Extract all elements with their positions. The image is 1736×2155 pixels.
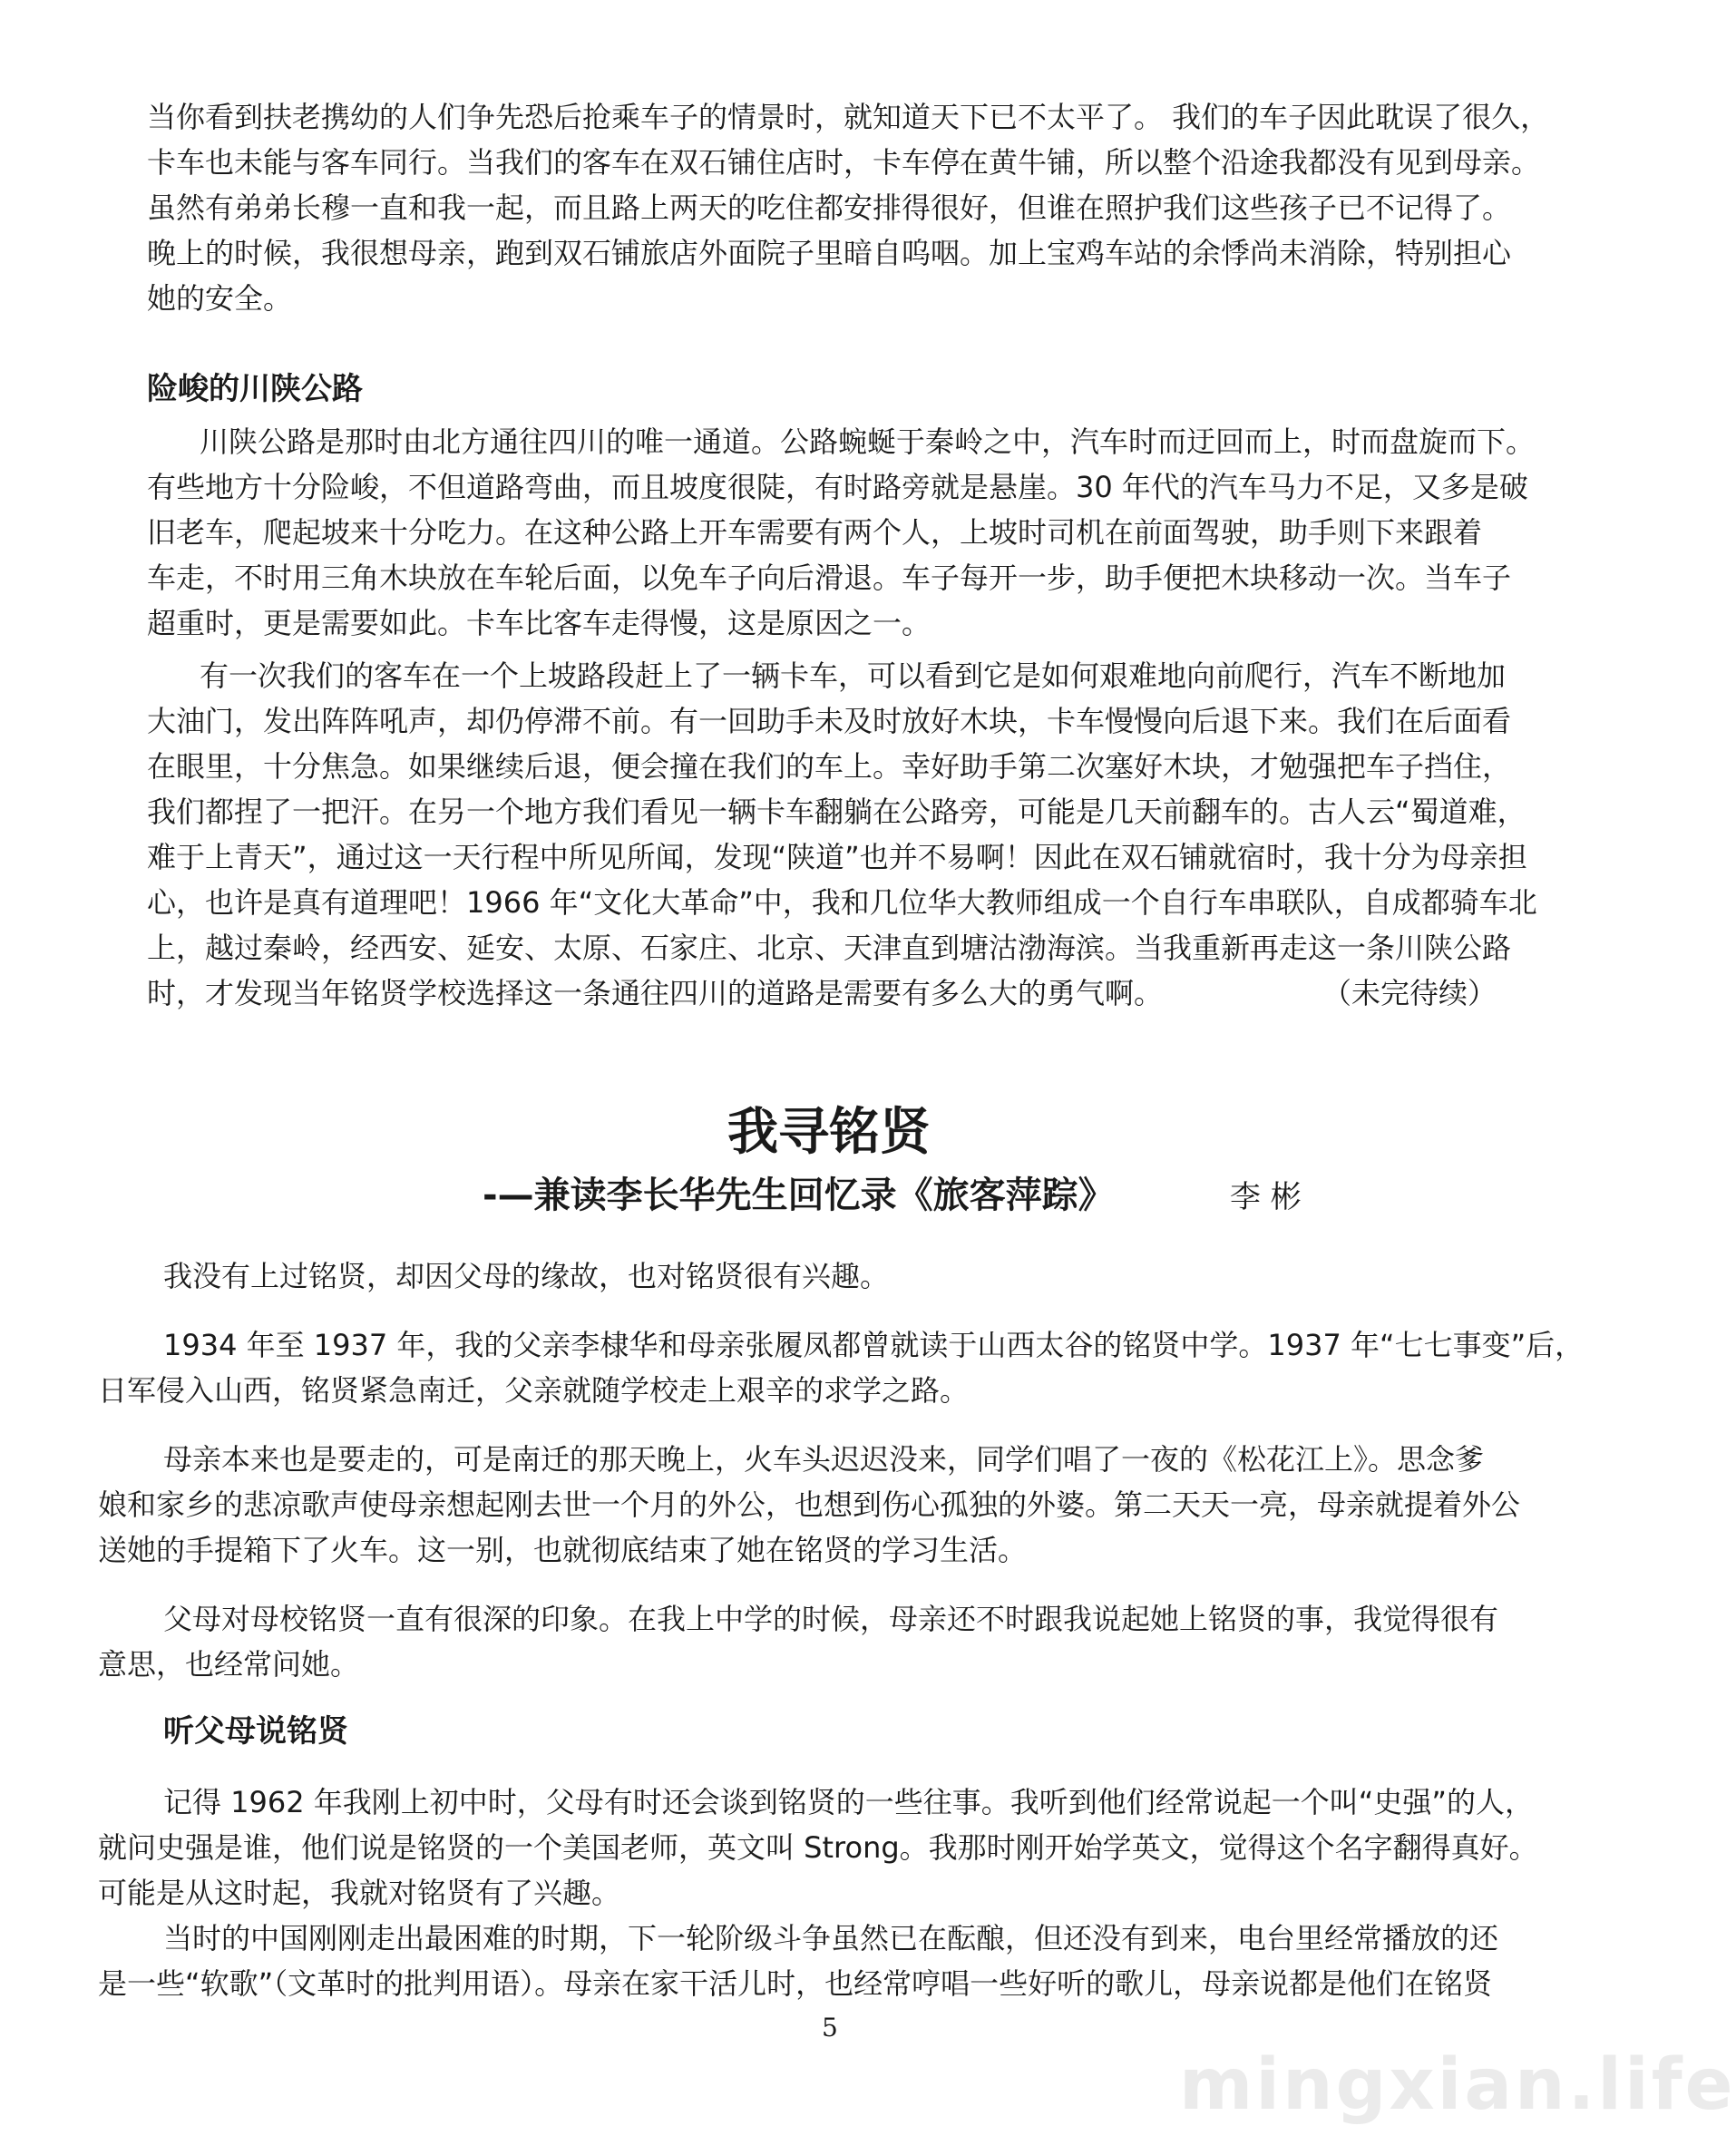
article-title: 我寻铭贤 — [727, 1103, 931, 1162]
body-line: 可能是从这时起，我就对铭贤有了兴趣。 — [98, 1876, 621, 1910]
body-line: 大油门，发出阵阵吼声，却仍停滞不前。有一回助手未及时放好木块，卡车慢慢向后退下来。我们在后面看 — [147, 704, 1512, 738]
body-line: 虽然有弟弟长穆一直和我一起，而且路上两天的吃住都安排得很好，但谁在照护我们这些孩子已不记得了。 — [147, 190, 1512, 225]
body-line: 时，才发现当年铭贤学校选择这一条通往四川的道路是需要有多么大的勇气啊。 — [147, 976, 1164, 1010]
body-line: 父母对母校铭贤一直有很深的印象。在我上中学的时候，母亲还不时跟我说起她上铭贤的事，我觉得很有 — [163, 1602, 1499, 1636]
body-line: 有些地方十分险峻，不但道路弯曲，而且坡度很陡，有时路旁就是悬崖。30 年代的汽车马力不足，又多是破 — [147, 470, 1528, 504]
page-number: 5 — [822, 2013, 838, 2043]
body-line: 有一次我们的客车在一个上坡路段赶上了一辆卡车，可以看到它是如何艰难地向前爬行，汽车不断地加 — [200, 658, 1507, 693]
body-line: 当你看到扶老携幼的人们争先恐后抢乘车子的情景时，就知道天下已不太平了。 我们的车子因此耽误了很久， — [147, 100, 1550, 134]
body-line: 娘和家乡的悲凉歌声使母亲想起刚去世一个月的外公，也想到伤心孤独的外婆。第二天天一亮，母亲就提着外公 — [98, 1487, 1521, 1522]
body-line: 我们都捏了一把汗。在另一个地方我们看见一辆卡车翻躺在公路旁，可能是几天前翻车的。古人云“蜀道难， — [147, 795, 1526, 829]
to-be-continued-note: （未完待续） — [1322, 976, 1497, 1010]
body-line: 她的安全。 — [147, 281, 293, 316]
body-line: 旧老车，爬起坡来十分吃力。在这种公路上开车需要有两个人，上坡时司机在前面驾驶，助手则下来跟着 — [147, 515, 1483, 550]
body-line: 车走，不时用三角木块放在车轮后面，以免车子向后滑退。车子每开一步，助手便把木块移动一次。当车子 — [147, 561, 1512, 595]
site-watermark: mingxian.life — [1179, 2044, 1736, 2126]
body-line: 送她的手提箱下了火车。这一别，也就彻底结束了她在铭贤的学习生活。 — [98, 1533, 1028, 1567]
body-line: 难于上青天”，通过这一天行程中所见所闻，发现“陕道”也并不易啊！因此在双石铺就宿时，我十分为母亲担 — [147, 840, 1527, 874]
body-line: 川陕公路是那时由北方通往四川的唯一通道。公路蜿蜒于秦岭之中，汽车时而迂回而上，时而盘旋而下。 — [200, 424, 1536, 459]
section-heading: 险峻的川陕公路 — [147, 371, 363, 407]
article-author: 李 彬 — [1230, 1179, 1302, 1215]
body-line: 是一些“软歌”（文革时的批判用语）。母亲在家干活儿时，也经常哼唱一些好听的歌儿，母亲说都是他们在铭贤 — [98, 1966, 1493, 2001]
body-line: 就问史强是谁，他们说是铭贤的一个美国老师，英文叫 Strong。我那时刚开始学英文，觉得这个名字翻得真好。 — [98, 1830, 1538, 1865]
body-line: 心，也许是真有道理吧！1966 年“文化大革命”中，我和几位华大教师组成一个自行车串联队，自成都骑车北 — [147, 885, 1537, 920]
body-line: 我没有上过铭贤，却因父母的缘故，也对铭贤很有兴趣。 — [163, 1259, 890, 1293]
body-line: 意思，也经常问她。 — [98, 1647, 360, 1682]
body-line: 超重时，更是需要如此。卡车比客车走得慢，这是原因之一。 — [147, 606, 931, 640]
body-line: 当时的中国刚刚走出最困难的时期，下一轮阶级斗争虽然已在酝酿，但还没有到来，电台里经常播放的还 — [163, 1921, 1499, 1955]
body-line: 记得 1962 年我刚上初中时，父母有时还会谈到铭贤的一些往事。我听到他们经常说起一个叫“史强”的人， — [163, 1785, 1534, 1819]
body-line: 卡车也未能与客车同行。当我们的客车在双石铺住店时，卡车停在黄牛铺，所以整个沿途我都没有见到母亲。 — [147, 145, 1541, 180]
body-line: 1934 年至 1937 年，我的父亲李棣华和母亲张履凤都曾就读于山西太谷的铭贤中学。1937 年“七七事变”后， — [163, 1328, 1585, 1362]
body-line: 母亲本来也是要走的，可是南迁的那天晚上，火车头迟迟没来，同学们唱了一夜的《松花江上》。思念爹 — [163, 1442, 1485, 1477]
body-line: 晚上的时候，我很想母亲，跑到双石铺旅店外面院子里暗自呜咽。加上宝鸡车站的余悸尚未消除，特别担心 — [147, 236, 1512, 270]
body-line: 上，越过秦岭，经西安、延安、太原、石家庄、北京、天津直到塘沽渤海滨。当我重新再走这一条川陕公路 — [147, 931, 1512, 965]
section-heading: 听父母说铭贤 — [163, 1713, 348, 1750]
body-line: 在眼里，十分焦急。如果继续后退，便会撞在我们的车上。幸好助手第二次塞好木块，才勉强把车子挡住， — [147, 749, 1512, 784]
body-line: 日军侵入山西，铭贤紧急南迁，父亲就随学校走上艰辛的求学之路。 — [98, 1373, 970, 1408]
article-subtitle: -—兼读李长华先生回忆录《旅客萍踪》 — [483, 1175, 1115, 1216]
